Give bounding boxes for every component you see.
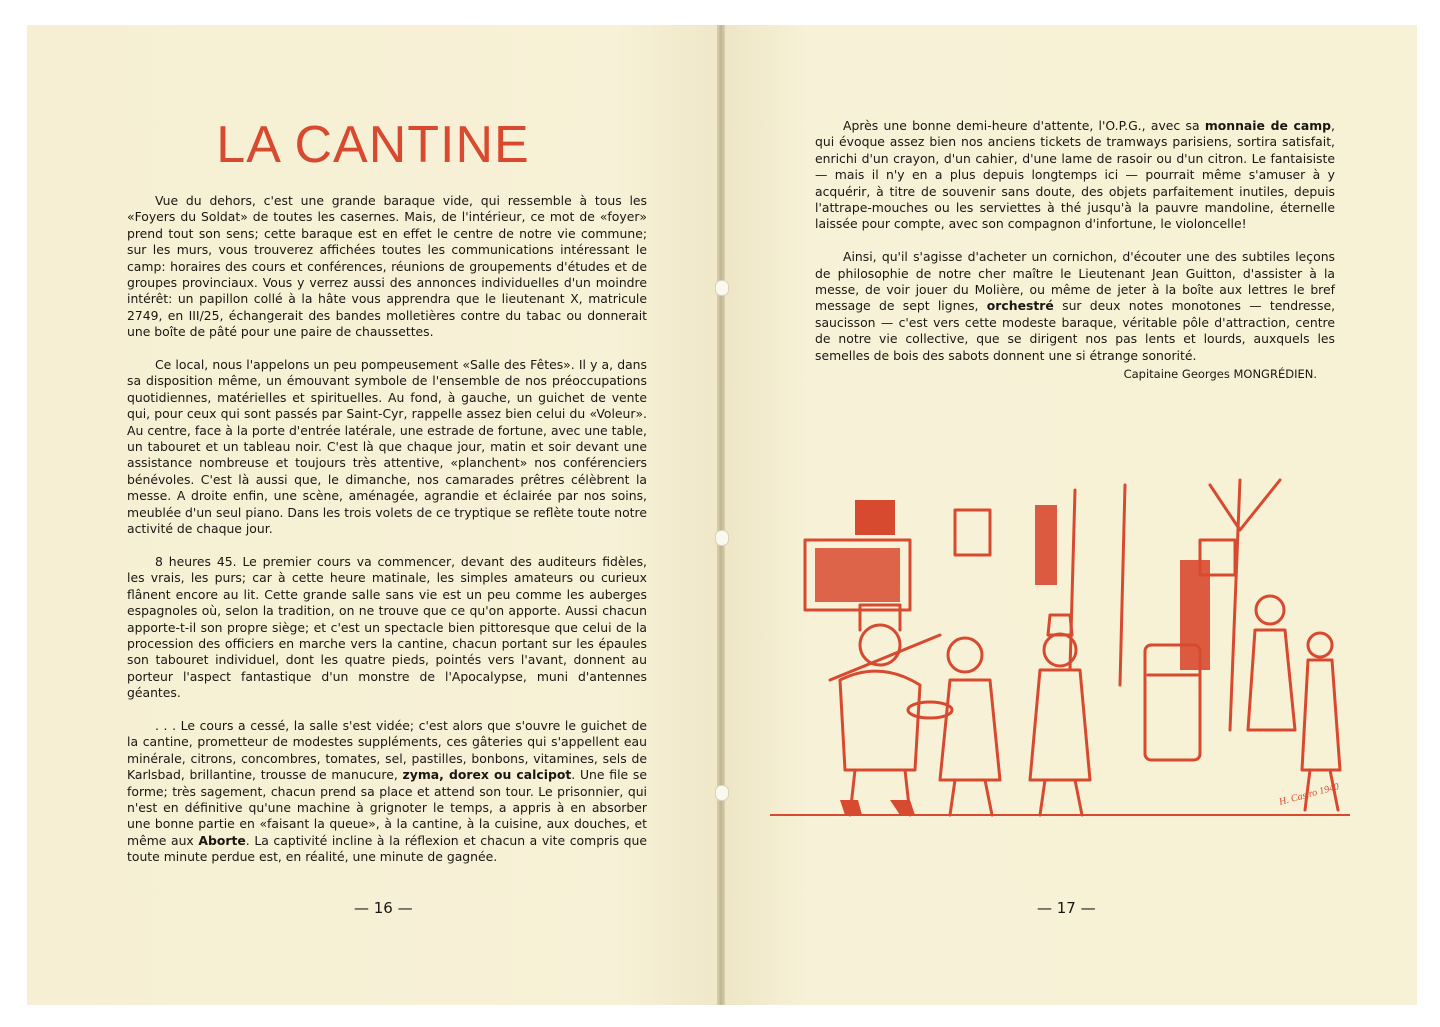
binding-stitch-middle — [715, 530, 729, 546]
left-text-column — [127, 193, 647, 882]
paragraph-2: Ce local, nous l'appelons un peu pompeusement «Salle des Fêtes». Il y a, dans sa disposition même, un émouvant symbole de l'ensemble de nos préoccupations quotidiennes, matérielles et spirituelles. Au fond, à gauche, un guichet de vente qui, pour ceux qui sont passés par Saint-Cyr, rappelle assez bien celui du «Voleur». Au centre, face à la porte d'entrée latérale, une estrade de fortune, avec une table, un tabouret et un tableau noir. C'est là que chaque jour, matin et soir devant une assistance nombreuse et toujours très attentive, «planchent» nos conférenciers bénévoles. C'est là aussi que, le dimanche, nos camarades prêtres célèbrent la messe. A droite enfin, une scène, aménagée, agrandie et éclairée par nos soins, meublée d'un seul piano. Dans les trois volets de ce tryptique se reflète toute notre activité de chaque jour. — [127, 357, 647, 537]
binding-stitch-bottom — [715, 785, 729, 801]
illustration-signature: H. Castro 1940 — [1277, 781, 1341, 808]
far-right-figure-coat — [1302, 660, 1340, 770]
right-figure-coat — [1248, 630, 1295, 730]
right-text-column — [815, 118, 1335, 399]
officer-head — [948, 638, 982, 672]
right-figure-head — [1256, 596, 1284, 624]
paragraph-3: 8 heures 45. Le premier cours va commencer, devant des auditeurs fidèles, les vrais, les purs; car à cette heure matinale, les simples amateurs ou curieux flânent encore au lit. Cette grande salle sans vie est un peu comme les auberges espagnoles où, selon la tradition, on ne trouve que ce qu'on apporte. Aussi chacun apporte-t-il son propre siège; et c'est un spectacle bien pittoresque que celui de la procession des officiers en marche vers la cantine, chacun portant sur les épaules son tabouret individuel, dont les quatre pieds, pointés vers l'avant, donnent au porteur l'aspect fantastique d'un monstre de l'Apocalypse, muni d'antennes géantes. — [127, 553, 647, 701]
far-right-figure-head — [1308, 633, 1332, 657]
wall-shadow — [1035, 505, 1057, 585]
right-paragraph-2-text-a: Ainsi, qu'il s'agisse d'acheter un cornichon, d'écouter une des subtiles leçons de philosophie de notre cher maître le Lieutenant Jean Guitton, d'assister à la messe, de voir jouer du Molière, ou même de jeter à la boîte aux lettres le bref message de sept lignes, — [815, 249, 1335, 314]
tall-officer-coat — [1030, 670, 1090, 780]
tree-branch — [1240, 480, 1280, 530]
paragraph-4-bold-products: zyma, dorex ou calcipot — [402, 767, 572, 783]
paragraph-4-text-c: . Une file se forme; très sagement, chacun prend sa place et attend son tour. Le prisonnier, qui n'est en définitive qu'une machine à grignoter le temps, a appris à en absorber une bonne partie en «faisant la queue», à la cantine, à la cuisine, aux douches, et même aux — [127, 767, 648, 848]
tree-branch — [1210, 485, 1240, 530]
left-page — [27, 25, 719, 1005]
officer-coat — [940, 680, 1000, 780]
officer-legs — [950, 780, 992, 815]
right-paragraph-2 — [815, 249, 1335, 364]
right-paragraph-2-bold: orchestré — [986, 298, 1054, 314]
ink-fills — [815, 500, 1210, 815]
right-paragraph-1-text-a: Après une bonne demi-heure d'attente, l'O.P.G., avec sa — [843, 118, 1205, 133]
right-paragraph-1 — [815, 118, 1335, 233]
boot — [840, 800, 862, 815]
paragraph-4-bold-aborte: Aborte — [198, 832, 246, 848]
tall-officer-cap — [1048, 615, 1072, 635]
paragraph-4-text-e: . La captivité incline à la réflexion et chacun a vite compris que toute minute perdue est, en réalité, une minute de gagnée. — [127, 832, 647, 865]
right-paragraph-1-bold: monnaie de camp — [1204, 118, 1332, 133]
page-title: LA CANTINE — [216, 116, 530, 174]
tall-officer-legs — [1040, 780, 1082, 815]
counter-window-dark — [815, 548, 900, 602]
right-paragraph-1-text-c: , qui évoque assez bien nos anciens tickets de tramways parisiens, sortira satisfait, enrichi d'un crayon, d'un cahier, d'une lame de rasoir ou d'un citron. Le fantaisiste — mais il n'y en a plus depuis longtemps ici — pourrait même s'amuser à y acquérir, à titre de souvenir sans doute, des objets parfaitement inutiles, depuis l'attrape-mouches ou les serviettes à thé jusqu'à la pauvre mandoline, éternelle laissée pour compte, avec son compagnon d'infortune, le violoncelle! — [815, 118, 1335, 232]
paragraph-1: Vue du dehors, c'est une grande baraque vide, qui ressemble à tous les «Foyers du Soldat» de toutes les casernes. Mais, de l'intérieur, ce mot de «foyer» prend tout son sens; cette baraque est en effet le centre de notre vie commune; sur les murs, vous trouverez affichées toutes les communications intéressant le camp: horaires des cours et conférences, réunions de groupements d'études et de groupes provinciaux. Vous y verrez aussi des annonces individuelles d'un moindre intérêt: un papillon collé à la hâte vous apprendra que le lieutenant X, matricule 2749, en III/25, échangerait des bandes molletières contre du tabac ou donnerait une boîte de pâté pour une paire de chaussettes. — [127, 193, 647, 340]
page-number-right: — 17 — — [1037, 899, 1096, 917]
author-signature: Capitaine Georges MONGRÉDIEN. — [1123, 367, 1317, 382]
cook-coat — [840, 671, 920, 770]
canteen-queue-illustration — [770, 470, 1350, 840]
binding-stitch-top — [715, 280, 729, 296]
right-paragraph-2-text-c: sur deux notes monotones — tendresse, saucisson — c'est vers cette modeste baraque, véritable pôle d'attraction, centre de notre vie collective, que se dirigent nos pas lents et lourds, auxquels les semelles de bois des sabots donnent une si étrange sonorité. — [815, 298, 1336, 363]
boot — [890, 800, 915, 815]
page-number-left: — 16 — — [354, 899, 413, 917]
pillar-line — [1120, 485, 1125, 685]
poster-block — [855, 500, 895, 535]
binding-gutter — [717, 25, 725, 1005]
wall-notice — [955, 510, 990, 555]
paragraph-4 — [127, 718, 647, 866]
paragraph-4-text-a: . . . Le cours a cessé, la salle s'est vidée; c'est alors que s'ouvre le guichet de la cantine, prometteur de modestes suppléments, ces gâteries qui s'appellent eau minérale, citrons, concombres, tomates, sel, pastilles, bonbons, vitamines, sels de Karlsbad, brillantine, trousse de manucure, — [127, 717, 647, 783]
doorway-shadow — [1180, 560, 1210, 670]
